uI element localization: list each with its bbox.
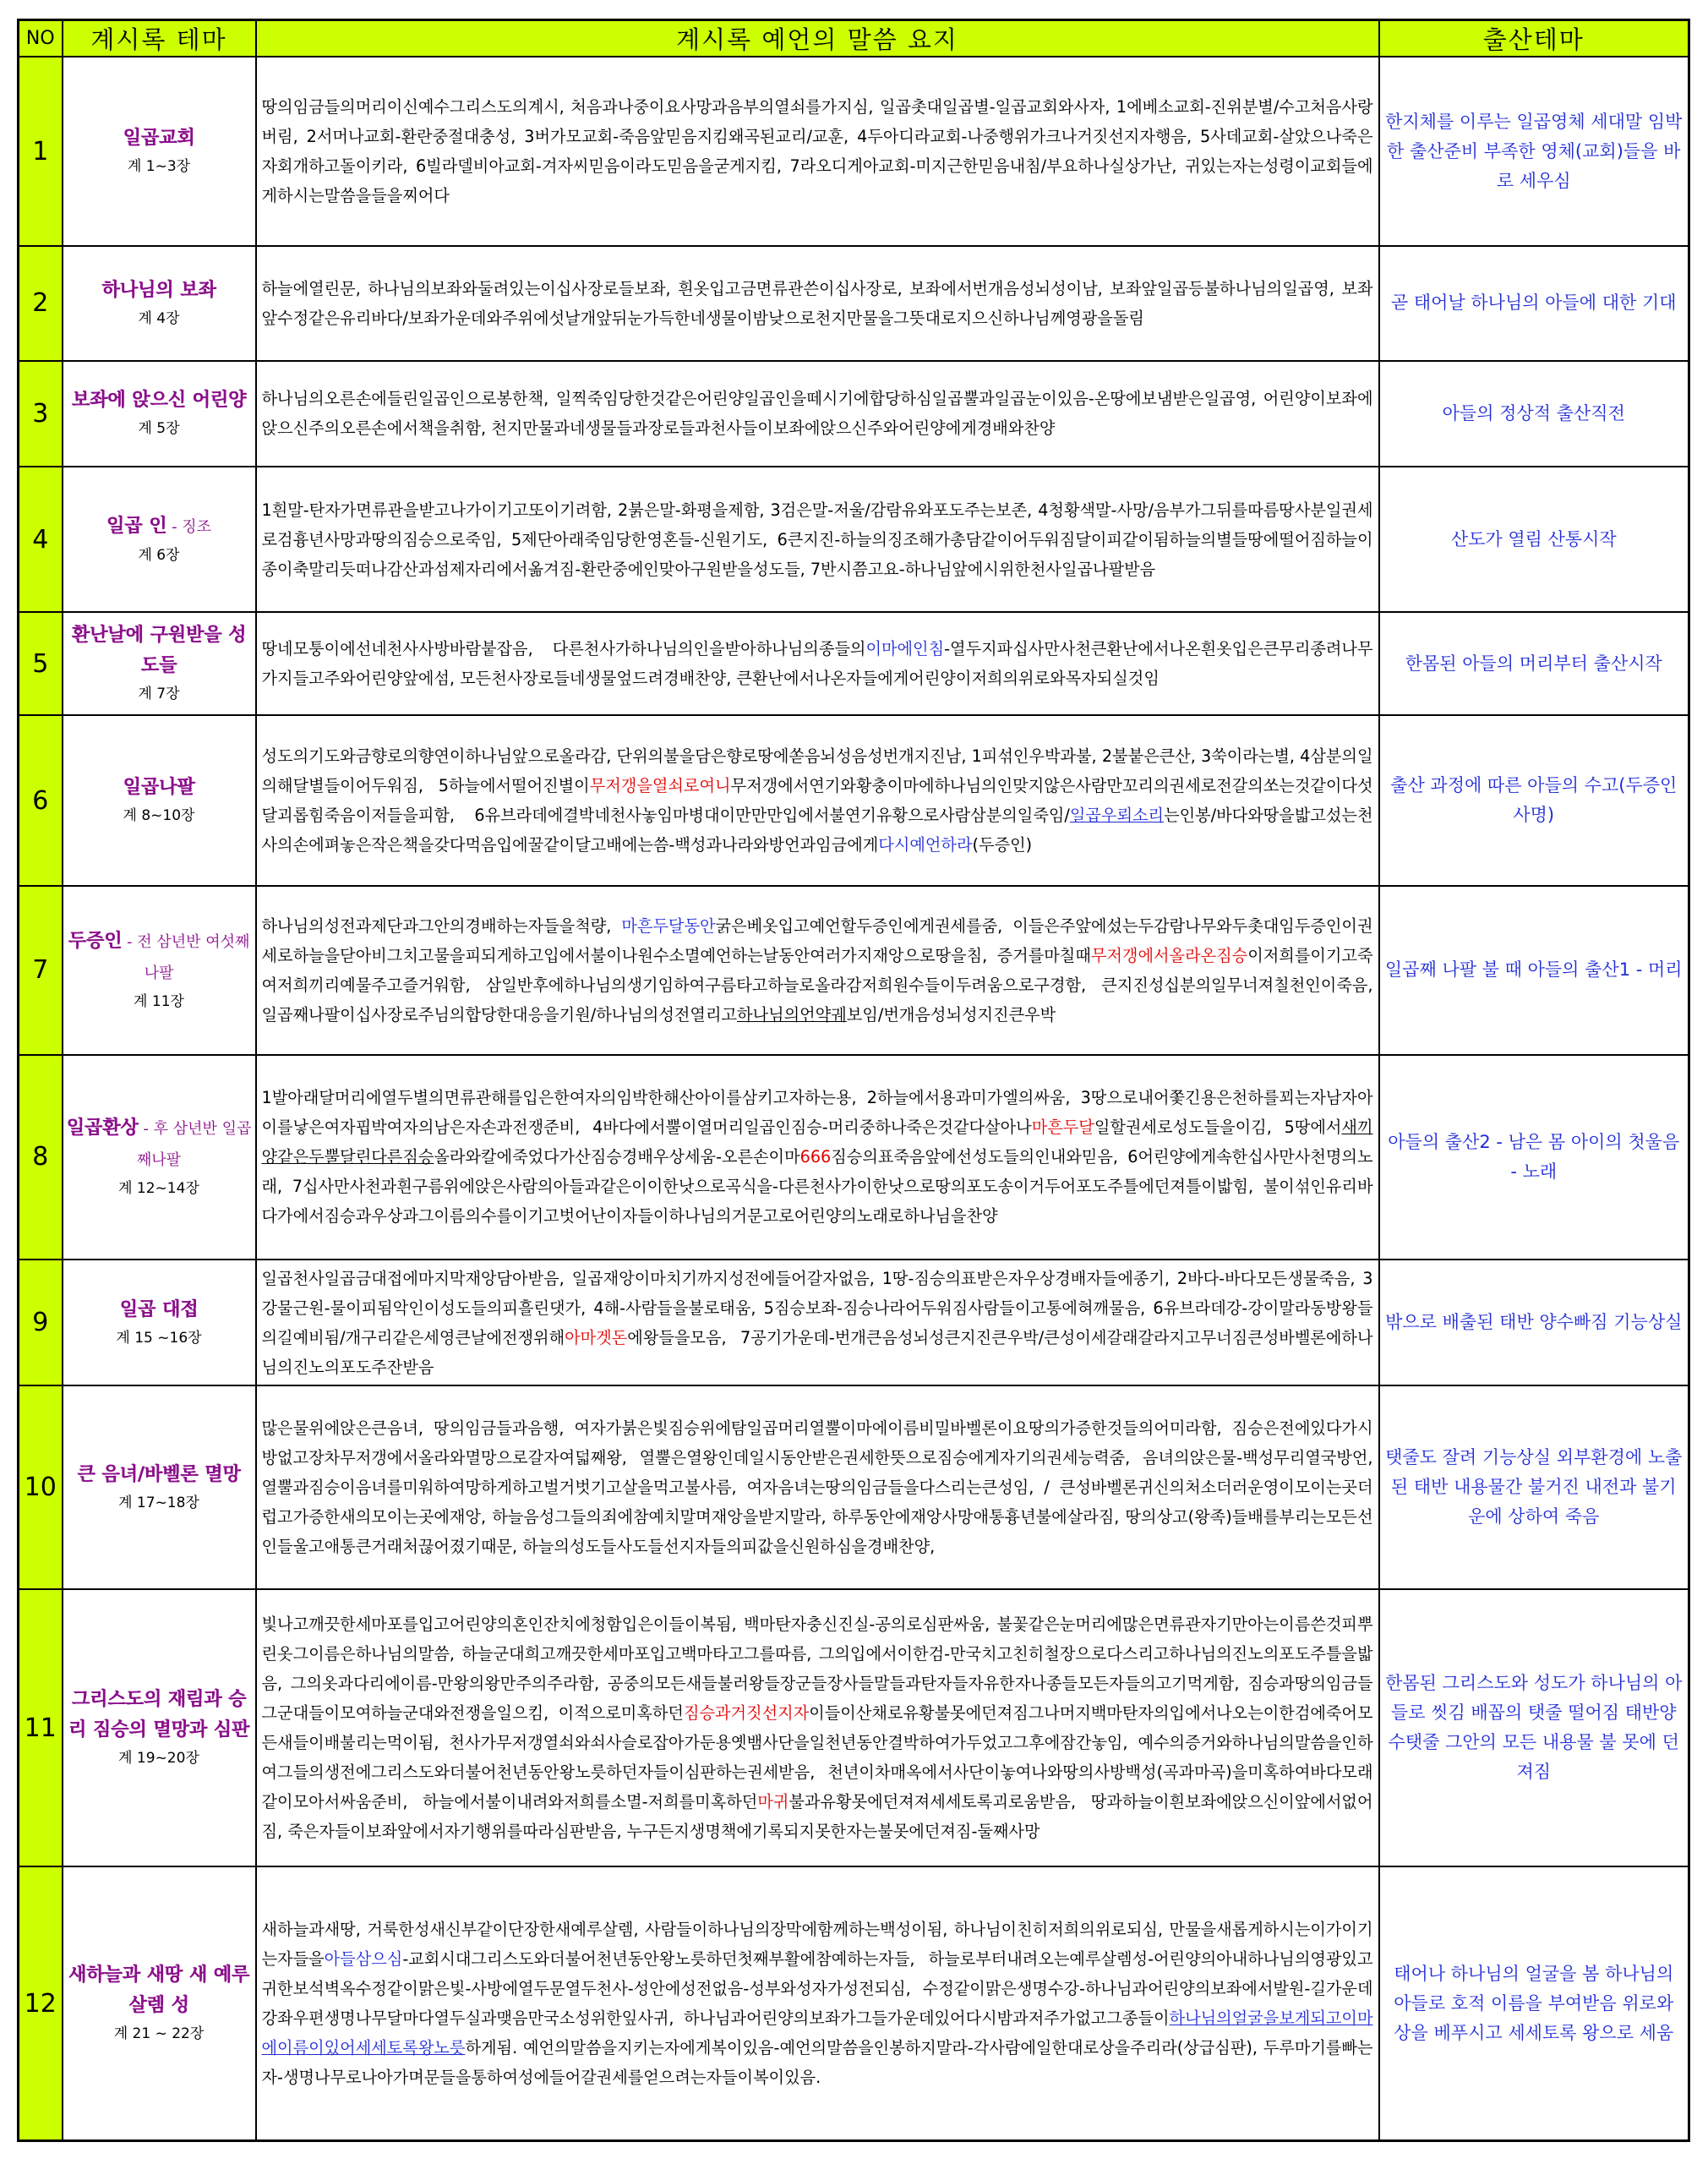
chapter-ref: 계 15 ~16장 [116, 1329, 202, 1347]
theme-cell [63, 886, 256, 1055]
chapter-ref: 계 21 ~ 22장 [113, 2025, 205, 2043]
theme-title [63, 123, 255, 154]
theme-title-text: 큰 음녀/바벨론 멸망 [77, 1463, 241, 1485]
highlighted-text: 이마에인침 [865, 639, 945, 659]
highlighted-text: 아마겟돈 [565, 1327, 628, 1347]
summary-cell [256, 246, 1379, 361]
row-number: 7 [19, 886, 63, 1055]
summary-text: 빛나고깨끗한세마포를입고어린양의혼인잔치에청함입은이들이복됨, 백마탄자충신진실-공의로심판싸움, 불꽃같은눈머리에많은면류관자기만아는이름쓴것피뿌린옷그이름은하나님의말씀, 하늘군대희고깨끗한세마포입고백마타고그를따름, 그의입에서이한검-만국치고친히철장으로다스리고하나님의진노의포도주틀을밟음, 그의옷과다리에이름-만왕의왕만주의주라함, 공중의모든새들불러왕들장군들장사들말들과탄자들자유한자나종들모든자들의고기먹게함, 짐승과땅의임금들그군대들이모여하늘군대와전쟁을일으킴, 이적으로미혹하던 [261, 1615, 1373, 1724]
table-header-row [19, 20, 1689, 57]
theme-title-text: 일곱나팔 [123, 777, 195, 799]
table-row [19, 467, 1689, 612]
summary-text: 짐승의표죽음앞에선성도들의인내와믿음, 6어린양에게속한십사만사천명의노래, 7십사만사천과흰구름위에앉은사람의아들과같은이이한낫으로곡식을-다른천사가이한낫으로땅의포도송이거두어포도주틀에던져틀이밟힘, 불이섞인유리바다가에서짐승과우상과그이름의수를이기고벗어난이자들이하나님의거문고로어린양의노래로하나님을찬양 [261, 1147, 1373, 1227]
table-row [19, 361, 1689, 467]
row-number: 3 [19, 361, 63, 467]
highlighted-text: 하나님의얼굴을보게되고이마에이름이있어세세토록왕노릇 [261, 2008, 1373, 2058]
birth-theme-cell: 한몸된 그리스도와 성도가 하나님의 아들로 씻김 배꼽의 탯줄 떨어짐 태반양수탯줄 그안의 모든 내용물 불 못에 던져짐 [1379, 1589, 1689, 1866]
table-row [19, 1866, 1689, 2140]
highlighted-text: 아들삼으심 [324, 1949, 403, 1970]
row-number: 10 [19, 1385, 63, 1589]
highlighted-text: 마흔두달 [1031, 1118, 1094, 1138]
theme-cell [63, 1589, 256, 1866]
highlighted-text: 새끼양같은두뿔달린다른짐승 [261, 1118, 1373, 1167]
chapter-ref: 계 17~18장 [118, 1494, 199, 1511]
theme-title-text: 하나님의 보좌 [101, 279, 216, 301]
theme-subtitle: - 전 삼년반 여섯째 나팔 [122, 932, 250, 982]
summary-cell [256, 467, 1379, 612]
birth-theme-cell: 아들의 출산2 - 남은 몸 아이의 첫울음 - 노래 [1379, 1055, 1689, 1260]
row-number: 12 [19, 1866, 63, 2140]
summary-text: 하나님의성전과제단과그안의경배하는자들을척량, [261, 915, 622, 936]
theme-cell [63, 467, 256, 612]
theme-title-text: 일곱 인 [106, 515, 167, 537]
theme-title-text: 보좌에 앉으신 어린양 [71, 390, 247, 412]
summary-text: 성도의기도와금향로의향연이하나님앞으로올라감, 단위의불을담은향로땅에쏟음뇌성음성번개지진남, 1피섞인우박과불, 2불붙은큰산, 3쑥이라는별, 4삼분의일의해달별들이어두워짐, 5하늘에서떨어진별이 [261, 746, 1373, 796]
theme-title-text: 새하늘과 새땅 새 예루살렘 성 [68, 1965, 250, 2017]
table-row [19, 1260, 1689, 1385]
birth-theme-cell: 한몸된 아들의 머리부터 출산시작 [1379, 612, 1689, 715]
table-row [19, 1385, 1689, 1589]
theme-cell [63, 57, 256, 246]
theme-title-text: 환난날에 구원받을 성도들 [71, 625, 247, 677]
highlighted-text: 일곱우뢰소리 [1069, 806, 1165, 826]
theme-cell [63, 1055, 256, 1260]
summary-cell [256, 57, 1379, 246]
theme-cell [63, 612, 256, 715]
theme-title [63, 1960, 255, 2021]
theme-title-text: 일곱교회 [123, 128, 195, 150]
summary-cell [256, 612, 1379, 715]
theme-title [63, 620, 255, 681]
chapter-ref: 계 6장 [138, 546, 180, 564]
header-theme: 계시록 테마 [63, 20, 256, 57]
summary-text: 1흰말-탄자가면류관을받고나가이기고또이기려함, 2붉은말-화평을제함, 3검은말-저울/감람유와포도주는보존, 4청황색말-사망/음부가그뒤를따름땅사분일권세로검흉년사망과땅의짐승으로죽임, 5제단아래죽임당한영혼들-신원기도, 6큰지진-하늘의징조해가총담같이어두워짐달이피같이됨하늘의별들땅에떨어짐하늘이종이축말리듯떠나감산과섬제자리에서옮겨짐-환란중에인맞아구원받을성도들, 7반시쯤고요-하나님앞에시위한천사일곱나팔받음 [261, 500, 1373, 579]
table-row [19, 612, 1689, 715]
theme-title-text: 두증인 [68, 930, 123, 952]
row-number: 1 [19, 57, 63, 246]
theme-cell [63, 361, 256, 467]
row-number: 5 [19, 612, 63, 715]
chapter-ref: 계 8~10장 [123, 807, 195, 825]
row-number: 2 [19, 246, 63, 361]
summary-cell [256, 1260, 1379, 1385]
revelation-table [17, 19, 1690, 2142]
summary-cell [256, 1866, 1379, 2140]
row-number: 6 [19, 715, 63, 886]
summary-text: 무저갱에서연기와황충이마에하나님의인맞지않은사람만꼬리의권세로전갈의쏘는것같이다섯달괴롭힘죽음이저들을피함, 6유브라데에결박네천사놓임마병대이만만만입에서불연기유황으로사람삼분의일죽임/ [261, 776, 1373, 826]
theme-title [63, 1460, 255, 1490]
theme-subtitle: - 후 삼년반 일곱째나팔 [136, 1119, 252, 1169]
theme-title [63, 1685, 255, 1746]
summary-text: 하게됨. 예언의말씀을지키는자에게복이있음-예언의말씀을인봉하지말라-각사람에일한대로상을주리라(상급심판), 두루마기를빠는자-생명나무로나아가며문들을통하여성에들어갈권세를얻으려는자들이복이있음. [261, 2038, 1373, 2088]
highlighted-text: 마귀 [757, 1792, 789, 1812]
summary-text: (두증인) [972, 835, 1033, 855]
summary-text: 땅의임금들의머리이신예수그리스도의계시, 처음과나중이요사망과음부의열쇠를가지심, 일곱촛대일곱별-일곱교회와사자, 1에베소교회-진위분별/수고처음사랑버림, 2서머나교회-환란중절대충성, 3버가모교회-죽음앞믿음지킴왜곡된교리/교훈, 4두아디라교회-나중행위가크나거짓선지자행음, 5사데교회-살았으나죽은자회개하고돌이키라, 6빌라델비아교회-겨자씨믿음이라도믿음을굳게지킴, 7라오디게아교회-미지근한믿음내침/부요하나실상가난, 귀있는자는성령이교회들에게하시는말씀을들을찌어다 [261, 97, 1373, 206]
summary-cell [256, 1055, 1379, 1260]
birth-theme-cell: 한지체를 이루는 일곱영체 세대말 임박한 출산준비 부족한 영체(교회)들을 바로 세우심 [1379, 57, 1689, 246]
chapter-ref: 계 7장 [138, 686, 180, 703]
summary-text: 하나님의오른손에들린일곱인으로봉한책, 일찍죽임당한것같은어린양일곱인을떼시기에합당하심일곱뿔과일곱눈이있음-온땅에보냄받은일곱영, 어린양이보좌에앉으신주의오른손에서책을취함, 천지만물과네생물들과장로들과천사들이보좌에앉으신주와어린양에게경배와찬양 [261, 389, 1373, 439]
theme-title [63, 385, 255, 416]
row-number: 4 [19, 467, 63, 612]
theme-subtitle: - 징조 [166, 517, 212, 536]
chapter-ref: 계 12~14장 [118, 1179, 199, 1197]
summary-text: 1발아래달머리에열두별의면류관해를입은한여자의임박한해산아이를삼키고자하는용, 2하늘에서용과미가엘의싸움, 3땅으로내어쫓긴용은천하를꾀는자남자아이를낳은여자핍박여자의남은자손과전쟁준비, 4바다에서뿔이열머리일곱인짐승-머리중하나죽은것같다살아나 [261, 1088, 1373, 1138]
theme-title [63, 511, 255, 543]
table-row [19, 886, 1689, 1055]
header-birth-theme: 출산테마 [1379, 20, 1689, 57]
summary-text: 새하늘과새땅, 거룩한성새신부같이단장한새예루살렘, 사람들이하나님의장막에함께하는백성이됨, 하나님이친히저희의위로되심, 만물을새롭게하시는이가이기는자들을 [261, 1920, 1373, 1970]
birth-theme-cell: 출산 과정에 따른 아들의 수고(두증인사명) [1379, 715, 1689, 886]
highlighted-text: 다시예언하라 [878, 835, 973, 855]
summary-text: 하늘에열린문, 하나님의보좌와둘려있는이십사장로들보좌, 흰옷입고금면류관쓴이십사장로, 보좌에서번개음성뇌성이남, 보좌앞일곱등불하나님의일곱영, 보좌앞수정같은유리바다/보좌가운데와주위에섯날개앞뒤눈가득한네생물이밤낮으로천지만물을그뜻대로지으신하나님께영광을돌림 [261, 278, 1373, 328]
theme-title-text: 일곱환상 [66, 1117, 139, 1139]
summary-cell [256, 1589, 1379, 1866]
summary-text: 굵은베옷입고예언할두증인에게권세를줌, 이들은주앞에섰는두감람나무와두촛대임두증인이권세로하늘을닫아비그치고물을피되게하고입에서불이나원수소멸예언하는날동안여러가지재앙으로땅을침, 증거를마칠때 [261, 915, 1373, 965]
row-number: 8 [19, 1055, 63, 1260]
birth-theme-cell: 탯줄도 잘려 기능상실 외부환경에 노출된 태반 내용물간 불거진 내전과 불기운에 상하여 죽음 [1379, 1385, 1689, 1589]
highlighted-text: 666 [799, 1147, 832, 1167]
row-number: 9 [19, 1260, 63, 1385]
birth-theme-cell: 태어나 하나님의 얼굴을 봄 하나님의 아들로 호적 이름을 부여받음 위로와 상을 베푸시고 세세토록 왕으로 세움 [1379, 1866, 1689, 2140]
summary-text: 많은물위에앉은큰음녀, 땅의임금들과음행, 여자가붉은빛짐승위에탐일곱머리열뿔이마에이름비밀바벨론이요땅의가증한것들의어미라함, 짐승은전에있다가시방없고장차무저갱에서올라와멸망으로갈자여덟째왕, 열뿔은열왕인데일시동안받은권세한뜻으로짐승에게자기의권세능력줌, 음녀의앉은물-백성무리열국방언, 열뿔과짐승이음녀를미워하여망하게하고벌거벗기고살을먹고불사름, 여자음녀는땅의임금들을다스리는큰성임, / 큰성바벨론귀신의처소더러운영이모이는곳더럽고가증한새의모이는곳에재앙, 하늘음성그들의죄에참예치말며재앙을받지말라, 하루동안에재앙사망애통흉년불에살라짐, 땅의상고(왕족)들배를부리는모든선인들울고애통큰거래처끊어졌기때문, 하늘의성도들사도들선지자들의피값을신원하심을경배찬양, [261, 1418, 1373, 1557]
table-row [19, 57, 1689, 246]
highlighted-text: 짐승과거짓선지자 [683, 1703, 810, 1724]
theme-cell [63, 1385, 256, 1589]
summary-text: 에왕들을모음, 7공기가운데-번개큰음성뇌성큰지진큰우박/큰성이세갈래갈라지고무너짐큰성바벨론에하나님의진노의포도주잔받음 [261, 1327, 1373, 1377]
birth-theme-cell: 밖으로 배출된 태반 양수빠짐 기능상실 [1379, 1260, 1689, 1385]
theme-cell [63, 715, 256, 886]
table-row [19, 1589, 1689, 1866]
theme-cell [63, 246, 256, 361]
summary-text: 올라와칼에죽었다가산짐승경배우상세움-오른손이마 [434, 1147, 800, 1167]
summary-cell [256, 361, 1379, 467]
summary-text: 보임/번개음성뇌성지진큰우박 [846, 1004, 1056, 1025]
theme-title [63, 1295, 255, 1325]
summary-text: -열두지파십사만사천큰환난에서나온흰옷입은큰무리종려나무가지들고주와어린양앞에섬, 모든천사장로들네생물엎드려경배찬양, 큰환난에서나온자들에게어린양이저희의위로와목자되실것임 [261, 639, 1373, 689]
theme-title [63, 276, 255, 306]
header-summary: 계시록 예언의 말씀 요지 [256, 20, 1379, 57]
theme-title [63, 1113, 255, 1176]
theme-cell [63, 1866, 256, 2140]
row-number: 11 [19, 1589, 63, 1866]
theme-title [63, 773, 255, 803]
summary-text: 일할권세로성도들을이김, 5땅에서 [1094, 1118, 1342, 1138]
theme-title-text: 일곱 대접 [119, 1298, 199, 1320]
birth-theme-cell: 산도가 열림 산통시작 [1379, 467, 1689, 612]
highlighted-text: 무저갱에서올라온짐승 [1090, 945, 1248, 965]
theme-title-text: 그리스도의 재림과 승리 짐승의 멸망과 심판 [68, 1689, 250, 1741]
highlighted-text: 마흔두달동안 [621, 915, 716, 936]
summary-text: -교회시대그리스도와더불어천년동안왕노릇하던첫째부활에참예하는자들, 하늘로부터내려오는예루살렘성-어린양의아내하나님의영광있고귀한보석벽옥수정같이맑은빛-사방에열두문열두천사-성안에성전없음-성부와성자가성전되심, 수정같이맑은생명수강-하나님과어린양의보좌에서발원-길가운데강좌우편생명나무달마다열두실과맺음만국소성위한잎사귀, 하나님과어린양의보좌가그들가운데있어다시밤과저주가없고그종들이 [261, 1949, 1373, 2029]
chapter-ref: 계 1~3장 [127, 158, 191, 176]
birth-theme-cell: 일곱째 나팔 불 때 아들의 출산1 - 머리 [1379, 886, 1689, 1055]
chapter-ref: 계 4장 [138, 309, 180, 327]
table-row [19, 1055, 1689, 1260]
summary-text: 이들이산채로유황불못에던져짐그나머지백마탄자의입에서나오는이한검에죽어모든새들이배불리는먹이됨, 천사가무저갱열쇠와쇠사슬로잡아가둔용옛뱀사단을일천년동안결박하여가두었고그후에잠간놓임, 예수의증거와하나님의말씀을인하여그들의생전에그리스도와더불어천년동안왕노릇하던자들이심판하는권세받음, 천년이차매옥에서사단이놓여나와땅의사방백성(곡과마곡)을미혹하여바다모래같이모아서싸움준비, 하늘에서불이내려와저희를소멸-저희를미혹하던 [261, 1703, 1373, 1812]
summary-text: 일곱천사일곱금대접에마지막재앙담아받음, 일곱재앙이마치기까지성전에들어갈자없음, 1땅-짐승의표받은자우상경배자들에종기, 2바다-바다모든생물죽음, 3강물근원-물이피됨악인이성도들의피흘린댓가, 4해-사람들을불로태움, 5짐승보좌-짐승나라어두워짐사람들이고통에혀깨물음, 6유브라데강-강이말라동방왕들의길예비됨/개구리같은세영큰날에전쟁위해 [261, 1268, 1373, 1347]
table-row [19, 246, 1689, 361]
summary-text: 이저희를이기고죽여저희끼리예물주고즐거워함, 삼일반후에하나님의생기임하여구름타고하늘로올라감저희원수들이두려움으로구경함, 큰지진성십분의일무너져칠천인이죽음, 일곱째나팔이십사장로주님의합당한대응을기원/하나님의성전열리고 [261, 945, 1373, 1025]
theme-cell [63, 1260, 256, 1385]
summary-cell [256, 715, 1379, 886]
chapter-ref: 계 5장 [138, 420, 180, 438]
birth-theme-cell: 아들의 정상적 출산직전 [1379, 361, 1689, 467]
summary-text: 불과유황못에던져져세세토록괴로움받음, 땅과하늘이흰보좌에앉으신이앞에서없어짐, 죽은자들이보좌앞에서자기행위를따라심판받음, 누구든지생명책에기록되지못한자는불못에던져짐-둘째사망 [261, 1792, 1373, 1842]
chapter-ref: 계 19~20장 [118, 1750, 199, 1768]
theme-title [63, 926, 255, 989]
highlighted-text: 무저갱을열쇠로여니 [589, 776, 731, 796]
chapter-ref: 계 11장 [134, 992, 184, 1010]
summary-text: 땅네모퉁이에선네천사사방바람붙잡음, 다른천사가하나님의인을받아하나님의종들의 [261, 639, 866, 659]
table-row [19, 715, 1689, 886]
summary-cell [256, 1385, 1379, 1589]
header-no: NO [19, 20, 63, 57]
birth-theme-cell: 곧 태어날 하나님의 아들에 대한 기대 [1379, 246, 1689, 361]
summary-text: 는인봉/바다와땅을밟고섰는천사의손에펴놓은작은책을갖다먹음입에꿀같이달고배에는씀-백성과나라와방언과임금에게 [261, 806, 1373, 855]
highlighted-text: 하나님의언약궤 [737, 1004, 847, 1025]
summary-cell [256, 886, 1379, 1055]
